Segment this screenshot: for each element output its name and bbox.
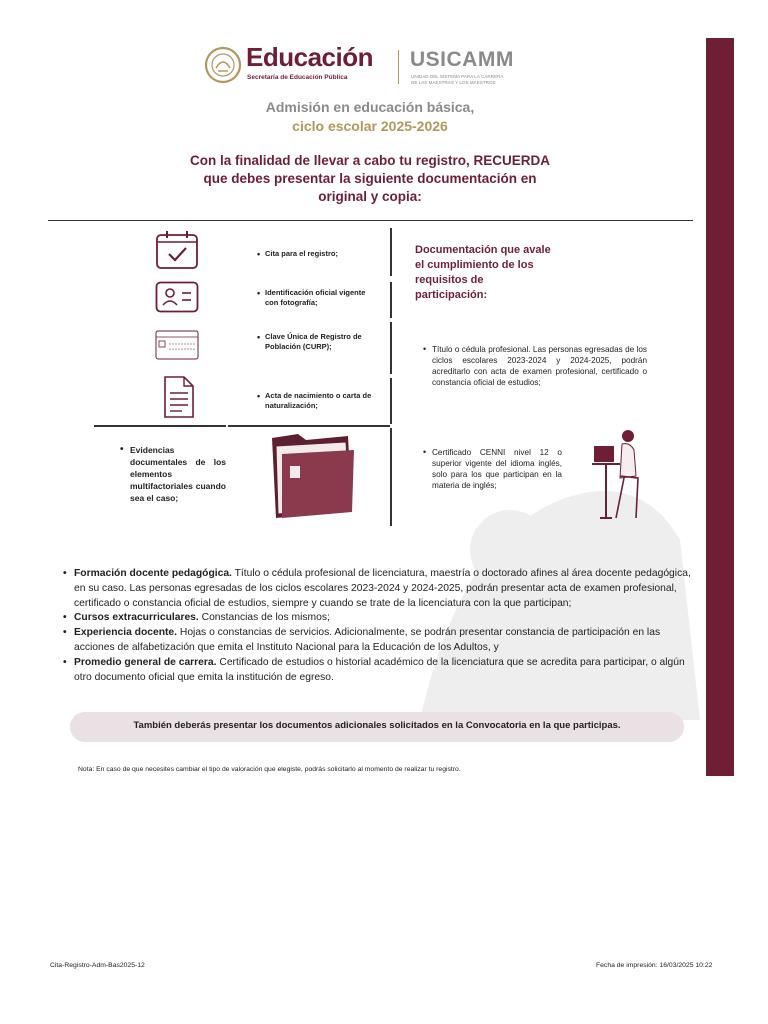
- header-logos: [200, 42, 560, 90]
- requirement-item: • Acta de nacimiento o carta de naturalización;: [265, 391, 375, 411]
- grid-divider: [228, 425, 390, 427]
- logo-divider: [398, 50, 399, 84]
- additional-requirements-list: [74, 567, 692, 685]
- requirement-detail: • Certificado CENNI nivel 12 o superior vigente del idioma inglés, solo para los que participan en la materia de inglés;: [432, 447, 562, 491]
- folder-icon: [268, 430, 356, 520]
- usicamm-logo-text: USICAMM: [410, 48, 514, 71]
- notice-banner: [70, 712, 684, 742]
- grid-divider: [390, 378, 392, 424]
- list-item: • Cursos extracurriculares. Constancias de los mismos;: [74, 611, 692, 626]
- intro-text: Con la finalidad de llevar a cabo tu registro, RECUERDA que debes presentar la siguiente documentación en original y copia:: [189, 153, 551, 204]
- notice-banner-text: También deberás presentar los documentos adicionales solicitados en la Convocatoria en la que participas.: [133, 720, 621, 731]
- footer-document-code: Cita-Registro-Adm-Bas2025-12: [50, 962, 145, 969]
- education-logo-text: Educación: [246, 42, 373, 72]
- national-seal-icon: [204, 44, 242, 86]
- requirement-detail: • Título o cédula profesional. Las personas egresadas de los ciclos escolares 2023-2024 y 2024-2025, podrán acreditarlo con acta de examen profesional, certificado o constancia oficial de estudios;: [432, 344, 647, 388]
- page-title-line2: ciclo escolar 2025-2026: [292, 118, 448, 134]
- requirement-item: • Identificación oficial vigente con fotografía;: [265, 288, 373, 308]
- list-item: • Promedio general de carrera. Certificado de estudios o historial académico de la licenciatura que se acredita para participar, o algún otro documento oficial que emita la institución de egreso.: [74, 656, 692, 686]
- evidence-item: • Evidencias documentales de los elementos multifactoriales cuando sea el caso;: [130, 444, 226, 504]
- grid-divider: [390, 322, 392, 374]
- sep-logo-subtitle: Secretaría de Educación Pública: [247, 74, 348, 81]
- calendar-check-icon: [155, 230, 199, 270]
- grid-divider: [390, 228, 392, 276]
- top-divider: [48, 220, 693, 221]
- id-card-icon: [155, 281, 199, 313]
- requirement-item: • Cita para el registro;: [265, 249, 375, 259]
- footer-print-date: Fecha de impresión: 16/03/2025 10:22: [596, 962, 713, 969]
- curp-card-icon: [155, 330, 199, 360]
- usicamm-logo-subtitle: UNIDAD DEL SISTEMA PARA LA CARRERA DE LAS MAESTRAS Y LOS MAESTROS: [411, 74, 504, 85]
- person-at-laptop-icon: [590, 428, 650, 522]
- document-icon: [160, 375, 196, 419]
- list-item: • Formación docente pedagógica. Título o cédula profesional de licenciatura, maestría o doctorado afines al área docente pedagógica, en su caso. Las personas egresadas de los ciclos escolares 2023-2024 y 2024-2025, podrán presentar acta de examen profesional, certificado o constancia oficial de estudios, siempre y cuando se trate de la licenciatura con la que participan;: [74, 567, 692, 611]
- grid-divider: [390, 428, 392, 526]
- side-accent-bar: [706, 38, 734, 776]
- requirements-heading: Documentación que avale el cumplimiento de los requisitos de participación:: [415, 244, 551, 301]
- footnote: Nota: En caso de que necesites cambiar el tipo de valoración que elegiste, podrás solicitarlo al momento de realizar tu registro.: [78, 766, 461, 773]
- page-title-line1: Admisión en educación básica,: [265, 99, 475, 115]
- grid-divider: [94, 425, 226, 427]
- requirement-item: • Clave Única de Registro de Población (CURP);: [265, 332, 365, 352]
- list-item: • Experiencia docente. Hojas o constancias de servicios. Adicionalmente, se podrán presentar constancia de participación en las acciones de alfabetización que emita el Instituto Nacional para la Educación de los Adultos, y: [74, 626, 692, 656]
- grid-divider: [390, 282, 392, 318]
